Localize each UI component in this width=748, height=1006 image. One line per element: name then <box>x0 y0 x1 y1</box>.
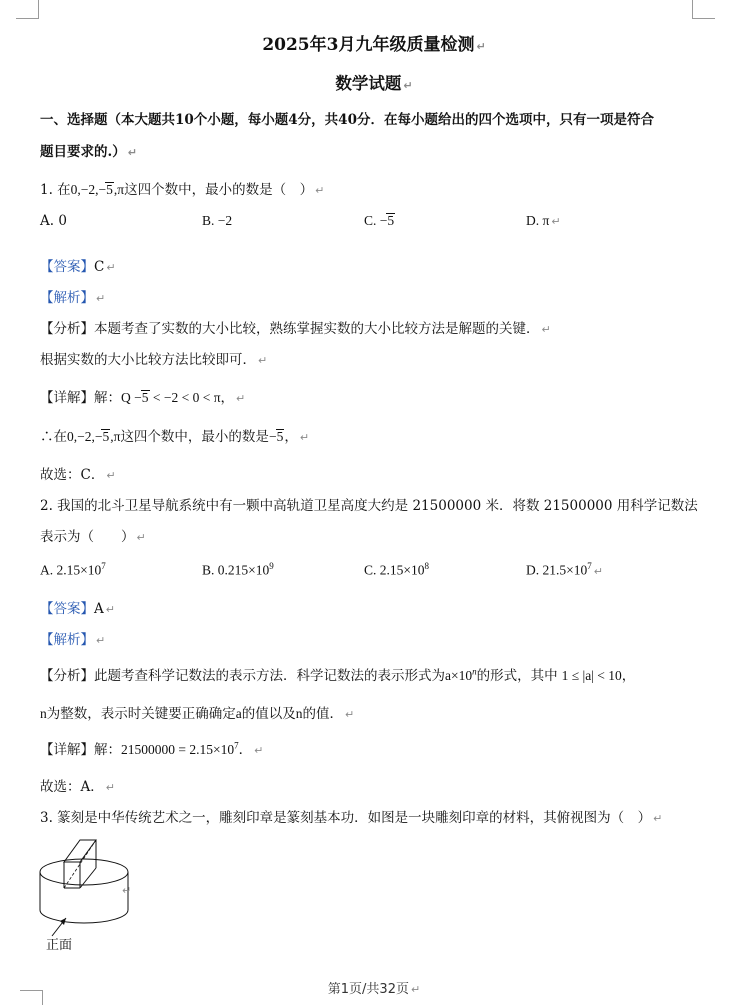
q1-analysis-line1: 【分析】本题考查了实数的大小比较，熟练掌握实数的大小比较方法是解题的关键． ↵ <box>40 321 551 337</box>
paragraph-mark-icon: ↵ <box>541 323 551 336</box>
q1-detail: 【详解】解：Q −5 < −2 < 0 < π， ↵ <box>40 390 246 406</box>
q2-option-a: A. $2.15\times 10^7$ <box>40 561 106 578</box>
paragraph-mark-icon: ↵ <box>551 215 561 228</box>
q1-option-d: D. π ↵ <box>526 213 561 228</box>
q1-conclusion: ∴在0,−2,−5,π这四个数中，最小的数是−5， ↵ <box>40 429 310 445</box>
question-2-stem-line1: 2. 我国的北斗卫星导航系统中有一颗中高轨道卫星高度大约是 21500000 米．将数 21500000 用科学记数法 <box>40 498 698 514</box>
q2-detail: 【详解】解：$21500000 = 2.15\times 10^7$． ↵ <box>40 740 264 758</box>
paragraph-mark-icon: ↵ <box>236 392 246 405</box>
page-footer: 第1页/共32页 ↵ <box>327 982 421 997</box>
section-heading-line2: 题目要求的.） ↵ <box>40 144 137 160</box>
q2-analysis-line1: 【分析】此题考查科学记数法的表示方法．科学记数法的表示形式为$a\times 10^n$的形式，其中 1 ≤ |a| < 10， <box>40 666 636 684</box>
paragraph-mark-icon: ↵ <box>403 79 413 92</box>
paragraph-mark-icon: ↵ <box>315 184 325 197</box>
paragraph-mark-icon: ↵ <box>96 292 106 305</box>
paragraph-mark-icon: ↵ <box>96 634 106 647</box>
q2-choice: 故选：A． ↵ <box>40 779 115 795</box>
q1-option-b: B. −2 <box>202 213 233 228</box>
paragraph-mark-icon: ↵ <box>476 40 486 53</box>
page-subtitle: 数学试题 ↵ <box>335 74 413 93</box>
q2-answer: 【答案】A ↵ <box>40 601 115 617</box>
paragraph-mark-icon: ↵ <box>345 708 355 721</box>
seal-material-figure <box>36 830 146 955</box>
section-heading-line1: 一、选择题（本大题共10个小题，每小题4分，共40分．在每小题给出的四个选项中，只有一项是符合 <box>40 112 654 128</box>
paragraph-mark-icon: ↵ <box>105 781 115 794</box>
corner-mark-top-right <box>692 0 715 19</box>
paragraph-mark-icon: ↵ <box>106 261 116 274</box>
paragraph-mark-icon: ↵ <box>653 812 663 825</box>
corner-mark-top-left <box>16 0 39 19</box>
paragraph-mark-icon: ↵ <box>410 983 421 996</box>
q1-option-c: C. −5 <box>364 213 395 228</box>
paragraph-mark-icon: ↵ <box>106 469 116 482</box>
paragraph-mark-icon: ↵ <box>122 884 132 897</box>
q2-option-b: B. $0.215\times 10^9$ <box>202 561 274 578</box>
paragraph-mark-icon: ↵ <box>593 564 603 578</box>
question-1-stem: 1. 在0,−2,−5,π这四个数中，最小的数是（ ） ↵ <box>40 182 325 198</box>
q1-answer: 【答案】C ↵ <box>40 259 116 275</box>
paragraph-mark-icon: ↵ <box>136 531 146 544</box>
q1-choice: 故选：C． ↵ <box>40 467 116 483</box>
q2-analysis-line2: n为整数，表示时关键要正确确定a的值以及n的值． ↵ <box>40 706 355 722</box>
paragraph-mark-icon: ↵ <box>127 146 137 159</box>
q1-option-a: A. 0 <box>40 213 67 229</box>
paragraph-mark-icon: ↵ <box>254 744 264 757</box>
question-3-stem: 3. 篆刻是中华传统艺术之一，雕刻印章是篆刻基本功．如图是一块雕刻印章的材料，其俯视图为（ ） ↵ <box>40 810 663 826</box>
paragraph-mark-icon: ↵ <box>299 431 310 444</box>
q1-analysis-line2: 根据实数的大小比较方法比较即可． ↵ <box>40 352 268 368</box>
q2-option-c: C. $2.15\times 10^8$ <box>364 561 429 578</box>
q1-explanation-tag: 【解析】 ↵ <box>40 290 106 306</box>
question-1-options <box>40 213 570 231</box>
question-2-stem-line2: 表示为（ ） ↵ <box>40 529 146 545</box>
q2-option-d: D. $21.5\times 10^7$ ↵ <box>526 561 603 578</box>
figure-front-label: 正面 <box>46 938 73 953</box>
page-title: 2025年3月九年级质量检测 ↵ <box>262 35 486 55</box>
q2-explanation-tag: 【解析】 ↵ <box>40 632 106 648</box>
paragraph-mark-icon: ↵ <box>258 354 268 367</box>
paragraph-mark-icon: ↵ <box>105 603 115 616</box>
